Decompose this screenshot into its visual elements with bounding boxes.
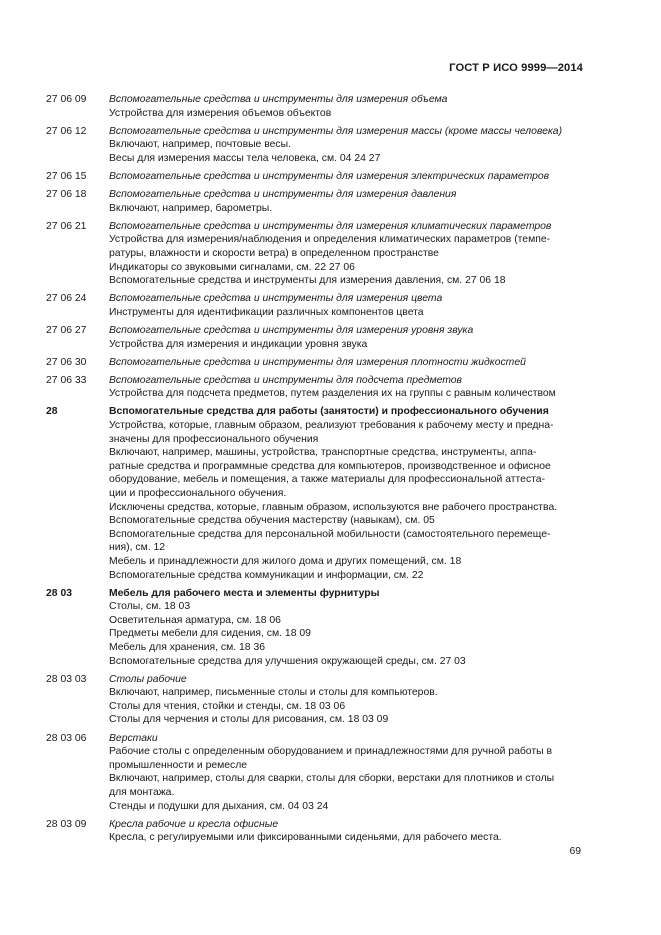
entry-text-line: Вспомогательные средства коммуникации и информации, см. 22 [109,569,424,581]
entry-text-line: Исключены средства, которые, главным образом, используются вне рабочего пространства. [109,501,558,513]
entry-body [109,405,584,582]
document-header: ГОСТ Р ИСО 9999—2014 [449,62,583,74]
entry-text-line: Включают, например, машины, устройства, транспортные средства, инструменты, аппа- [109,447,537,459]
entry-code: 27 06 33 [46,374,87,386]
entry-text-line: ратуры, влажности и скорости ветра) в определенном пространстве [109,247,439,259]
entry-title: Вспомогательные средства и инструменты для измерения массы (кроме массы человека) [109,125,563,137]
entry-code: 28 03 03 [46,673,87,685]
entry-body [109,220,584,288]
classification-entry [46,188,584,215]
entry-code: 27 06 30 [46,356,87,368]
classification-entry [46,673,584,727]
entry-text-line: Осветительная арматура, см. 18 06 [109,614,281,626]
entry-body [109,673,584,727]
entry-text-line: Столы для черчения и столы для рисования, см. 18 03 09 [109,714,389,726]
entry-code: 27 06 09 [46,94,87,105]
classification-entry [46,324,584,351]
entry-text-line: Мебель для хранения, см. 18 36 [109,641,266,653]
classification-entry [46,587,584,669]
entry-code: 28 03 06 [46,732,87,744]
entry-text-line: Включают, например, почтовые весы. [109,139,291,151]
entry-text-line: Рабочие столы с определенным оборудованием и принадлежностями для ручной работы в [109,746,552,758]
entry-text-line: Вспомогательные средства для улучшения окружающей среды, см. 27 03 [109,655,466,667]
entry-text-line: значены для профессионального обучения [109,433,319,445]
entry-body [109,732,584,814]
entry-text-line: ции и профессионального обучения. [109,487,287,499]
classification-entry [46,732,584,814]
entry-text-line: Кресла, с регулируемыми или фиксированными сиденьями, для рабочего места. [109,832,502,844]
entry-title: Вспомогательные средства и инструменты для измерения уровня звука [109,324,474,336]
entry-body [109,324,584,351]
entry-title: Вспомогательные средства и инструменты для измерения давления [109,189,457,201]
entry-body [109,356,584,370]
entry-text-line: Устройства, которые, главным образом, реализуют требования к рабочему месту и предна- [109,419,554,431]
entry-body [109,93,584,120]
entry-title: Вспомогательные средства и инструменты для измерения цвета [109,293,443,305]
entry-text-line: Вспомогательные средства и инструменты для измерения давления, см. 27 06 18 [109,275,506,287]
entry-text-line: оборудование, мебель и помещения, а также материалы для профессиональной аттеста- [109,474,546,486]
classification-entry [46,405,584,582]
entry-title: Вспомогательные средства и инструменты для измерения электрических параметров [109,170,550,182]
entry-text-line: Мебель и принадлежности для жилого дома и других помещений, см. 18 [109,555,462,567]
entry-text-line: Устройства для измерения/наблюдения и определения климатических параметров (темпе- [109,234,551,246]
entry-text-line: Стенды и подушки для дыхания, см. 04 03 24 [109,800,329,812]
entry-code: 27 06 12 [46,125,87,137]
page-number: 69 [569,846,581,857]
entry-title: Верстаки [109,732,158,744]
entry-text-line: Устройства для измерения и индикации уровня звука [109,338,368,350]
entry-text-line: Индикаторы со звуковыми сигналами, см. 22 27 06 [109,261,355,273]
entry-text-line: ния), см. 12 [109,542,166,554]
entry-text-line: Включают, например, барометры. [109,202,273,214]
entry-body [109,818,584,845]
classification-entry [46,93,584,120]
entry-title: Вспомогательные средства для работы (занятости) и профессионального обучения [109,406,549,418]
classification-entry [46,292,584,319]
classification-entry [46,125,584,166]
classification-entry [46,374,584,401]
entry-text-line: Включают, например, письменные столы и столы для компьютеров. [109,687,438,699]
document-body [46,93,584,849]
entry-text-line: Включают, например, столы для сварки, столы для сборки, верстаки для плотников и столы [109,773,555,785]
entry-body [109,292,584,319]
classification-entry [46,220,584,288]
entry-code: 28 03 [46,587,73,599]
entry-title: Кресла рабочие и кресла офисные [109,818,279,830]
entry-title: Вспомогательные средства и инструменты для измерения объема [109,94,448,105]
entry-text-line: Весы для измерения массы тела человека, см. 04 24 27 [109,152,381,164]
entry-body [109,188,584,215]
entry-text-line: ратные средства и программные средства для компьютеров, производственное и офисное [109,460,551,472]
entry-code: 27 06 18 [46,189,87,201]
entry-text-line: Устройства для подсчета предметов, путем разделения их на группы с равным количеством [109,388,556,400]
classification-entry [46,818,584,845]
entry-text-line: Устройства для измерения объемов объектов [109,107,332,119]
entry-code: 28 [46,406,58,418]
entry-text-line: Столы, см. 18 03 [109,601,191,613]
entry-text-line: Инструменты для идентификации различных компонентов цвета [109,306,424,318]
entry-title: Вспомогательные средства и инструменты для измерения плотности жидкостей [109,356,526,368]
entry-text-line: промышленности и ремесле [109,759,248,771]
classification-entry [46,170,584,184]
entry-title: Вспомогательные средства и инструменты для подсчета предметов [109,374,462,386]
entry-text-line: Вспомогательные средства обучения мастерству (навыкам), см. 05 [109,515,435,527]
entry-body [109,587,584,669]
classification-entry [46,356,584,370]
entry-text-line: для монтажа. [109,786,175,798]
entry-body [109,374,584,401]
entry-text-line: Вспомогательные средства для персональной мобильности (самостоятельного перемеще- [109,528,551,540]
entry-text-line: Столы для чтения, стойки и стенды, см. 18 03 06 [109,700,346,712]
entry-title: Столы рабочие [109,673,187,685]
entry-code: 27 06 27 [46,324,87,336]
entry-code: 28 03 09 [46,818,87,830]
entry-code: 27 06 24 [46,293,87,305]
entry-title: Вспомогательные средства и инструменты для измерения климатических параметров [109,220,552,232]
entry-code: 27 06 21 [46,220,87,232]
entry-code: 27 06 15 [46,170,87,182]
entry-text-line: Предметы мебели для сидения, см. 18 09 [109,628,311,640]
entry-body [109,125,584,166]
entry-body [109,170,584,184]
entry-title: Мебель для рабочего места и элементы фурнитуры [109,587,380,599]
